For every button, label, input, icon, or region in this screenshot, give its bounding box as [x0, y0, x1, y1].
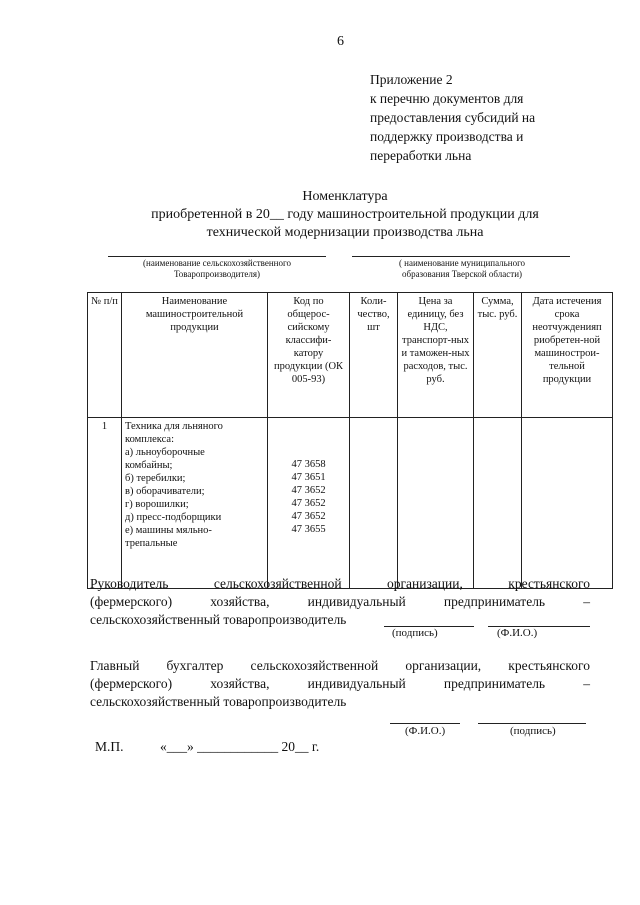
title-line: технической модернизации производства льна: [206, 225, 484, 240]
header-date: Дата истечения срока неотчужденияп риобретен-ной машинострои-тельной продукции: [522, 293, 613, 418]
accountant-name-label: (Ф.И.О.): [405, 725, 446, 737]
code-line: 47 3652: [291, 511, 326, 522]
code-line: 47 3651: [291, 472, 326, 483]
municipality-line: [352, 256, 570, 257]
header-name: Наименование машиностроительной продукции: [122, 293, 268, 418]
item-line: комплекса:: [125, 434, 174, 445]
appendix-line: Приложение 2: [370, 72, 453, 87]
row-num: 1: [88, 418, 122, 589]
accountant-line: (фермерского) хозяйства, индивидуальный предприниматель –: [90, 676, 590, 691]
item-line: в) оборачиватели;: [125, 486, 205, 497]
accountant-line: сельскохозяйственный товаропроизводитель: [90, 694, 347, 709]
header-code: Код по общерос-сийскому классифи-катору продукции (ОК 005-93): [268, 293, 350, 418]
producer-caption: [100, 258, 334, 280]
head-signature-block: [90, 575, 590, 629]
item-line: а) льноуборочные: [125, 447, 205, 458]
appendix-line: переработки льна: [370, 148, 472, 163]
item-line: е) машины мяльно-: [125, 525, 212, 536]
head-line: сельскохозяйственный товаропроизводитель: [90, 612, 347, 627]
row-codes: [268, 418, 350, 589]
table-header-row: [88, 293, 613, 418]
page-number: 6: [337, 34, 344, 49]
header-sum: Сумма, тыс. руб.: [474, 293, 522, 418]
nomenclature-table: [87, 292, 613, 589]
caption-line: (наименование сельскохозяйственного: [143, 258, 291, 268]
header-price: Цена за единицу, без НДС, транспорт-ных и таможен-ных расходов, тыс. руб.: [398, 293, 474, 418]
municipality-caption: [346, 258, 578, 280]
producer-name-line: [108, 256, 326, 257]
code-line: 47 3658: [291, 459, 326, 470]
appendix-line: поддержку производства и: [370, 129, 524, 144]
item-line: б) теребилки;: [125, 473, 186, 484]
header-num: № п/п: [88, 293, 122, 418]
stamp-label: М.П.: [95, 739, 124, 754]
caption-line: образования Тверской области): [401, 269, 523, 279]
head-name-label: (Ф.И.О.): [497, 627, 538, 639]
code-line: 47 3655: [291, 524, 326, 535]
row-quantity[interactable]: [350, 418, 398, 589]
head-line: Руководитель сельскохозяйственной организации, крестьянского: [90, 576, 590, 591]
accountant-name-line[interactable]: [390, 723, 460, 724]
appendix-line: предоставления субсидий на: [370, 110, 536, 125]
document-title: [90, 188, 600, 242]
accountant-signature-block: [90, 657, 590, 711]
item-line: Техника для льняного: [125, 421, 223, 432]
date-field[interactable]: «___» ____________ 20__ г.: [160, 739, 320, 754]
item-line: г) ворошилки;: [125, 499, 189, 510]
row-sum[interactable]: [474, 418, 522, 589]
appendix-note: [370, 70, 535, 165]
accountant-sign-label: (подпись): [510, 725, 556, 737]
appendix-line: к перечню документов для: [370, 91, 524, 106]
code-line: 47 3652: [291, 498, 326, 509]
title-line: Номенклатура: [302, 189, 388, 204]
code-line: 47 3652: [291, 485, 326, 496]
accountant-sign-line[interactable]: [478, 723, 586, 724]
item-line: трепальные: [125, 538, 178, 549]
caption-line: ( наименование муниципального: [398, 258, 526, 268]
caption-line: Товаропроизводителя): [173, 269, 260, 279]
head-sign-label: (подпись): [392, 627, 438, 639]
row-items: [122, 418, 268, 589]
row-date[interactable]: [522, 418, 613, 589]
header-quantity: Коли-чество, шт: [350, 293, 398, 418]
title-line: приобретенной в 20__ году машиностроительной продукции для: [151, 207, 539, 222]
item-line: д) пресс-подборщики: [125, 512, 222, 523]
table-row: [88, 418, 613, 589]
accountant-line: Главный бухгалтер сельскохозяйственной организации, крестьянского: [90, 658, 590, 673]
row-price[interactable]: [398, 418, 474, 589]
item-line: комбайны;: [125, 460, 173, 471]
head-line: (фермерского) хозяйства, индивидуальный предприниматель –: [90, 594, 590, 609]
